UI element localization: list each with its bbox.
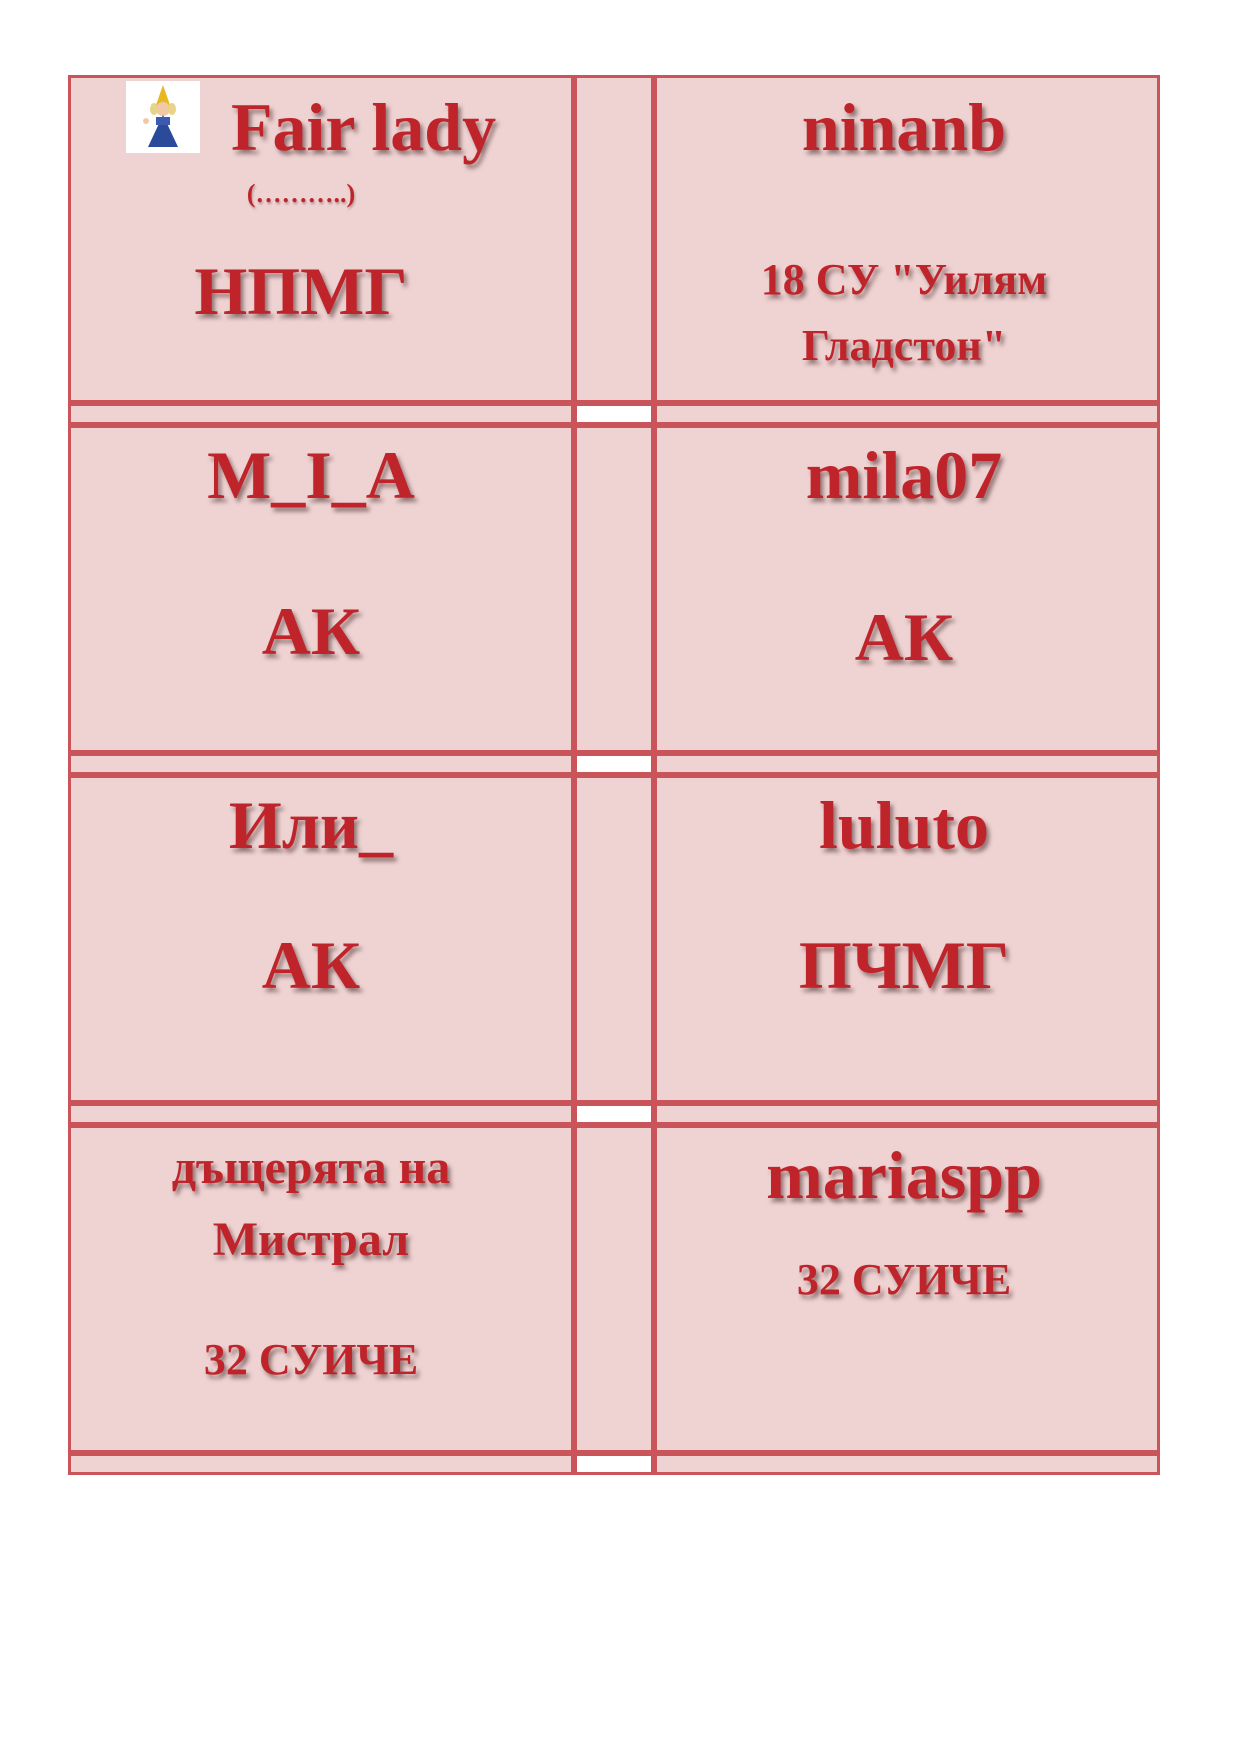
- separator-strip: [654, 753, 1160, 775]
- separator-strip: [654, 403, 1160, 425]
- card-name: M_I_A: [207, 437, 415, 513]
- card-ili: [68, 775, 574, 1103]
- card-school: 32 СУИЧЕ: [203, 1335, 419, 1384]
- separator-gap: [574, 1103, 654, 1125]
- separator-gap: [574, 1453, 654, 1475]
- card-school: НПМГ: [194, 253, 408, 329]
- column-gap: [574, 1125, 654, 1453]
- card-name-line2: Мистрал: [212, 1213, 410, 1266]
- column-gap: [574, 425, 654, 753]
- card-fair-lady: [68, 75, 574, 403]
- card-school: АК: [261, 593, 361, 669]
- card-school-line2: Гладстон": [801, 321, 1007, 370]
- card-note: (………..): [246, 179, 356, 208]
- card-name-line1: дъщерята на: [171, 1141, 451, 1194]
- wizard-doll-icon: [126, 81, 200, 153]
- card-school: 32 СУИЧЕ: [796, 1255, 1012, 1304]
- separator-strip: [68, 1103, 574, 1125]
- card-name: mila07: [805, 437, 1003, 513]
- separator-strip: [68, 753, 574, 775]
- card-mila07: [654, 425, 1160, 753]
- column-gap: [574, 775, 654, 1103]
- card-school: АК: [854, 599, 954, 675]
- separator-strip: [68, 1453, 574, 1475]
- separator-strip: [68, 403, 574, 425]
- card-name: luluto: [818, 787, 990, 863]
- card-name: Fair lady: [231, 89, 497, 165]
- card-school: АК: [261, 927, 361, 1003]
- card-name: mariaspp: [766, 1137, 1042, 1213]
- card-dashterata-na-mistral: [68, 1125, 574, 1453]
- column-gap: [574, 75, 654, 403]
- separator-strip: [654, 1453, 1160, 1475]
- separator-strip: [654, 1103, 1160, 1125]
- card-m-i-a: [68, 425, 574, 753]
- card-school: ПЧМГ: [798, 927, 1010, 1003]
- card-luluto: [654, 775, 1160, 1103]
- card-mariaspp: [654, 1125, 1160, 1453]
- card-school-line1: 18 СУ "Уилям: [760, 255, 1048, 304]
- card-name: ninanb: [801, 89, 1007, 165]
- card-name: Или_: [228, 787, 394, 863]
- separator-gap: [574, 753, 654, 775]
- separator-gap: [574, 403, 654, 425]
- card-ninanb: [654, 75, 1160, 403]
